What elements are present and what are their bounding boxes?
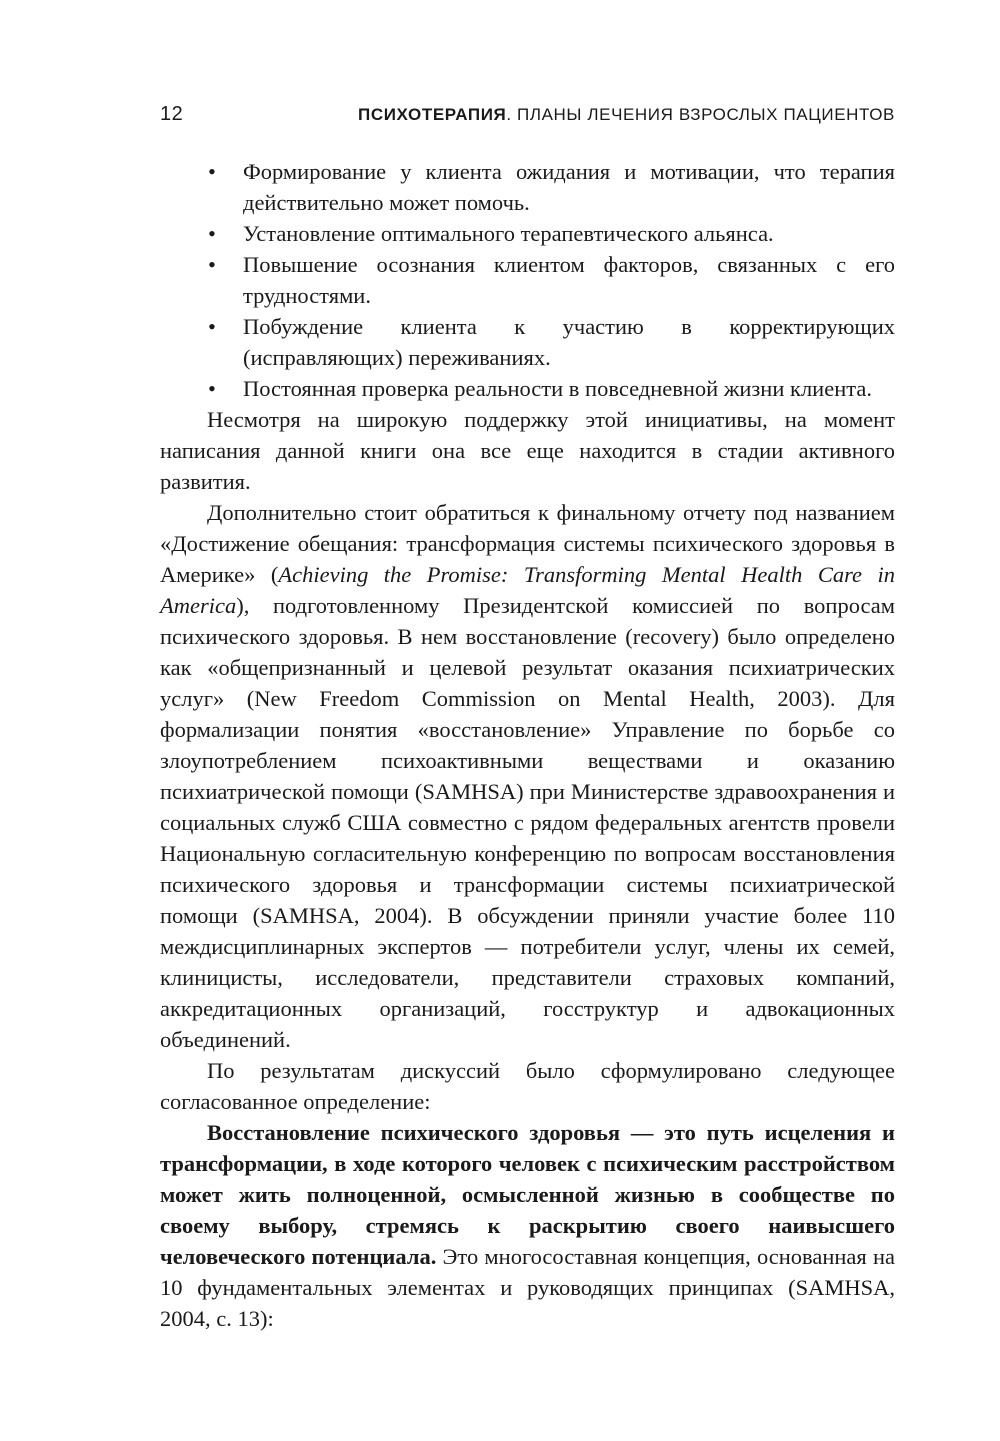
paragraph-results: По результатам дискуссий было сформулировано следующее согласованное определение: [160, 1058, 895, 1114]
running-head-subtitle: . ПЛАНЫ ЛЕЧЕНИЯ ВЗРОСЛЫХ ПАЦИЕНТОВ [506, 105, 895, 124]
paragraph-final-report [160, 497, 895, 1055]
paragraph-text: ), подготовленному Президентской комиссией по вопросам психического здоровья. В нем восстановление (recovery) было определено как «общепризнанный и целевой результат оказания психиатрических услуг» (New Freedom Commission on Mental Health, 2003). Для формализации понятия «восстановление» Управление по борьбе со злоупотреблением психоактивными веществами и оказанию психиатрической помощи (SAMHSA) при Министерстве здравоохранения и социальных служб США совместно с рядом федеральных агентств провели Национальную согласительную конференцию по вопросам восстановления психического здоровья и трансформации системы психиатрической помощи (SAMHSA, 2004). В обсуждении приняли участие более 110 междисциплинарных экспертов — потребители услуг, члены их семей, клиницисты, исследователи, представители страховых компаний, аккредитационных организаций, госструктур и адвокационных объединений. [160, 593, 895, 1052]
bullet-text: Постоянная проверка реальности в повседневной жизни клиента. [243, 376, 872, 401]
bullet-text: Установление оптимального терапевтического альянса. [243, 221, 774, 246]
recovery-definition: Восстановление психического здоровья — это путь исцеления и трансформации, в ходе которого человек с психическим расстройством может жить полноценной, осмысленной жизнью в сообществе по своему выбору, стремясь к раскрытию своего наивысшего человеческого потенциала. [160, 1120, 895, 1269]
paragraph-initiative-status: Несмотря на широкую поддержку этой инициативы, на момент написания данной книги она все еще находится в стадии активного развития. [160, 407, 895, 494]
bullet-item [160, 156, 895, 218]
bullet-item [160, 249, 895, 311]
bullet-icon: • [208, 314, 216, 339]
paragraph-text: Дополнительно стоит обратиться к финальному отчету под названием «Достижение обещания: трансформация системы психического здоровья в Америке» ( [160, 500, 895, 587]
bullet-list [160, 156, 895, 404]
bullet-item [160, 218, 895, 249]
bullet-icon: • [208, 159, 216, 184]
running-head [358, 105, 895, 125]
paragraph-text: Это многосоставная концепция, основанная на 10 фундаментальных элементах и руководящих принципах (SAMHSA, 2004, с. 13): [160, 1244, 896, 1331]
report-title-english: Achieving the Promise: Transforming Mental Health Care in America [160, 562, 895, 618]
bullet-item [160, 373, 895, 404]
bullet-text: Формирование у клиента ожидания и мотивации, что терапия действительно может помочь. [243, 159, 895, 215]
paragraph-definition [160, 1117, 895, 1334]
page-number: 12 [160, 103, 184, 125]
bullet-text: Побуждение клиента к участию в корректирующих (исправляющих) переживаниях. [243, 314, 895, 370]
bullet-icon: • [208, 221, 216, 246]
bullet-icon: • [208, 376, 216, 401]
bullet-icon: • [208, 252, 216, 277]
page-body [160, 156, 895, 1334]
bullet-text: Повышение осознания клиентом факторов, связанных с его трудностями. [243, 252, 895, 308]
bullet-item [160, 311, 895, 373]
running-head-title: ПСИХОТЕРАПИЯ [358, 105, 507, 124]
